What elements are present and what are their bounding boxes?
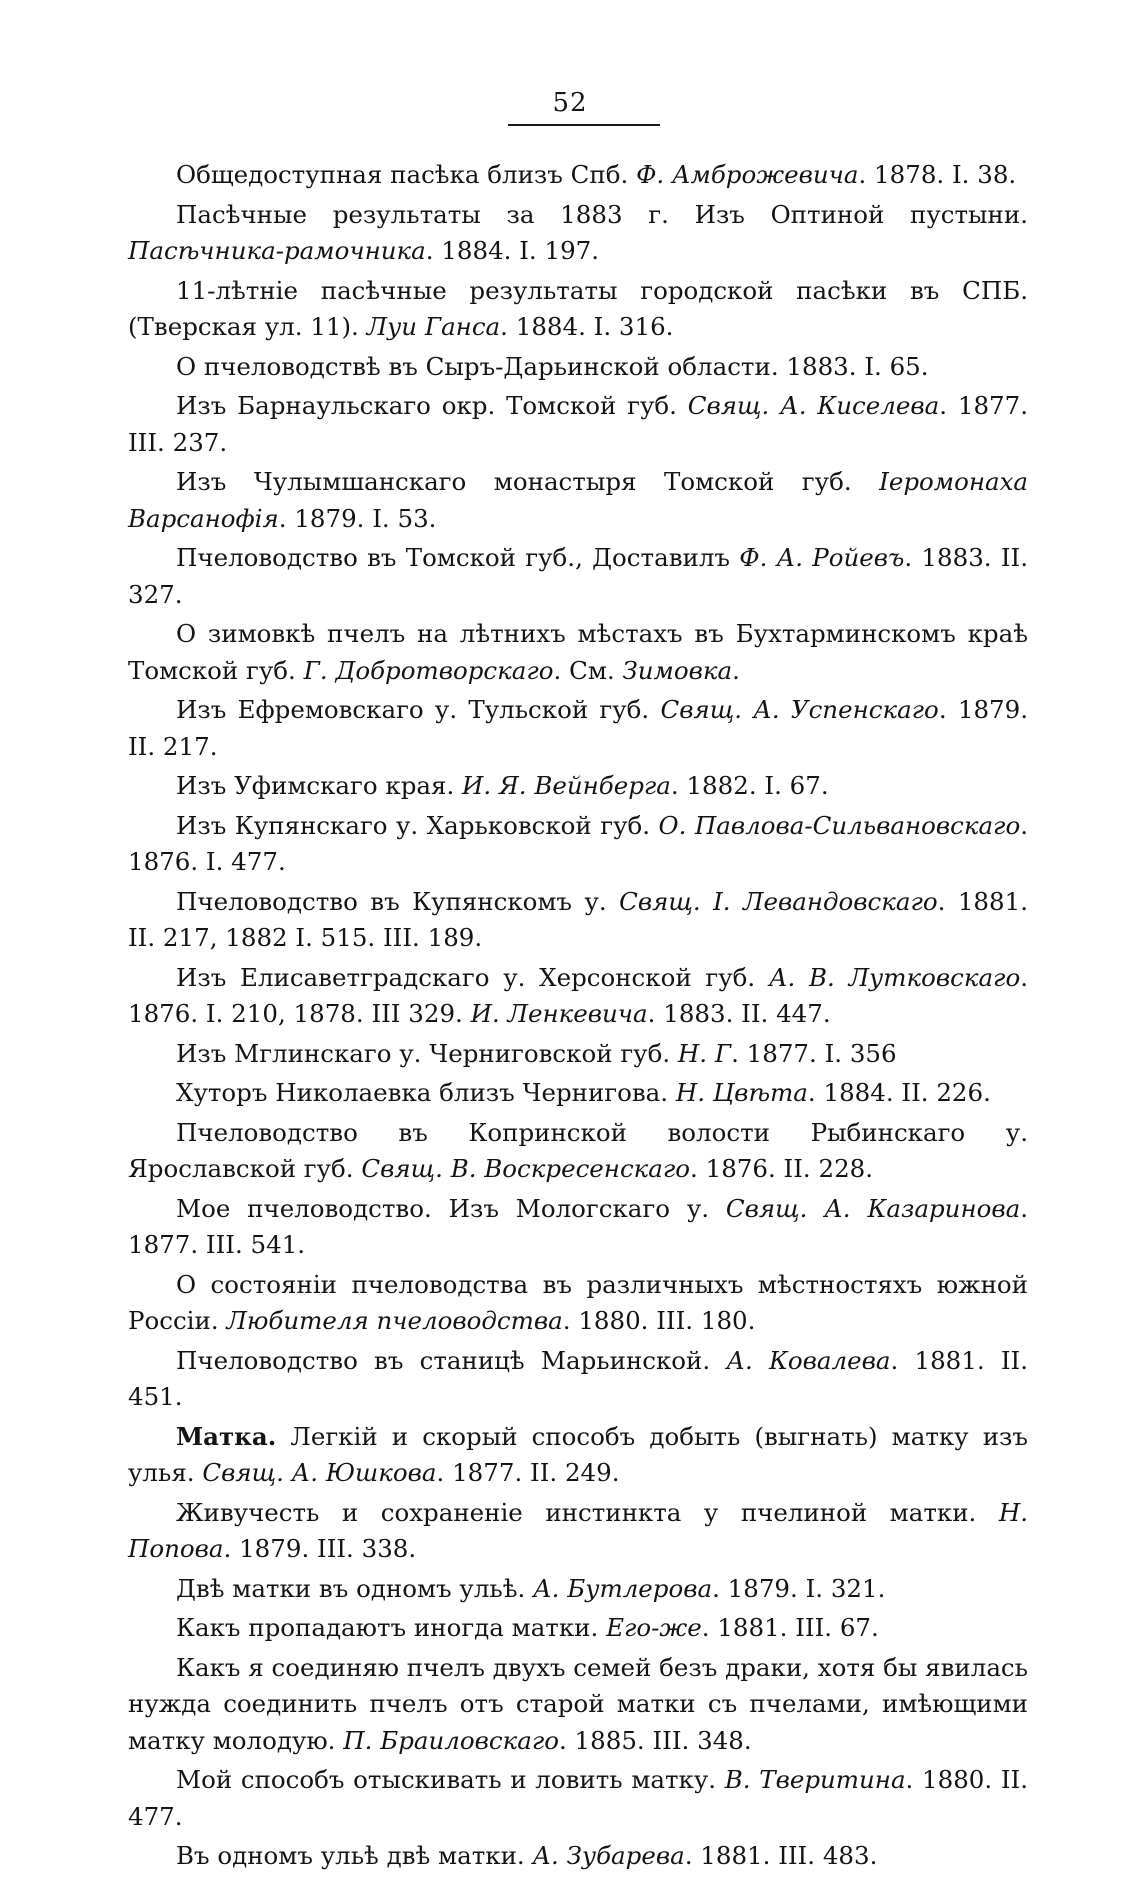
- entry-title: Живучесть и сохраненіе инстинкта у пчелиной матки.: [176, 1497, 999, 1527]
- bibliography-entry: [128, 1495, 1028, 1568]
- entry-reference: . 1878. I. 38.: [858, 160, 1017, 189]
- entry-title: Изъ Барнаульскаго окр. Томской губ.: [176, 391, 688, 420]
- entry-reference: . 1879. I. 321.: [712, 1573, 886, 1603]
- entry-title: Легкій и скорый способъ добыть (выгнать) матку изъ улья.: [128, 1421, 1028, 1487]
- entry-reference: . 1881. III. 67.: [701, 1613, 879, 1642]
- entry-author: Н. Цвѣта: [675, 1078, 808, 1107]
- entry-title: Какъ пропадаютъ иногда матки.: [176, 1613, 607, 1642]
- entry-title: Пасѣчные результаты за 1883 г. Изъ Оптиной пустыни.: [176, 199, 1028, 229]
- entry-reference: . 1881. II. 451.: [128, 1345, 1028, 1411]
- entry-title: Изъ Елисаветградскаго у. Херсонской губ.: [176, 962, 769, 992]
- entry-reference: . 1877. III. 237.: [128, 391, 1028, 457]
- bibliography-entry: [128, 273, 1028, 346]
- entry-author: А. Ковалева: [726, 1345, 891, 1375]
- bibliography-entry: [128, 157, 1028, 194]
- entry-author: А. Бутлерова: [533, 1573, 713, 1603]
- entry-author: Свящ. А. Киселева: [687, 391, 940, 420]
- entry-title: Изъ Чулымшанскаго монастыря Томской губ.: [176, 467, 880, 496]
- entry-author: А. Зубарева: [532, 1841, 685, 1870]
- entry-title: Изъ Купянскаго у. Харьковской губ.: [176, 810, 659, 840]
- bibliography-entry: [128, 540, 1028, 613]
- entry-reference: . 1879. I. 53.: [278, 503, 437, 533]
- bibliography-entry: [128, 1762, 1028, 1835]
- entry-reference: . 1877. II. 249.: [436, 1458, 620, 1487]
- entry-title: Пчеловодство въ Купянскомъ у.: [176, 886, 620, 916]
- entry-author: Любителя пчеловодства: [226, 1306, 563, 1335]
- entry-reference: . 1883. II. 447.: [647, 999, 831, 1028]
- entry-title: О зимовкѣ пчелъ на лѣтнихъ мѣстахъ въ Бухтарминскомъ краѣ Томской губ.: [128, 619, 1028, 685]
- entry-author: Луи Ганса: [366, 312, 501, 341]
- bibliography-entry: [128, 349, 1028, 386]
- entry-reference: . 1881. III. 483.: [684, 1841, 878, 1870]
- entry-title: Изъ Уфимскаго края.: [176, 771, 463, 800]
- entry-tail: .: [732, 655, 740, 685]
- entry-author: О. Павлова-Сильвановскаго: [658, 810, 1021, 840]
- entry-author: Свящ. А. Успенскаго: [660, 695, 939, 724]
- entry-reference: . 1882. I. 67.: [670, 771, 829, 800]
- entry-reference: . 1879. III. 338.: [223, 1534, 417, 1563]
- bibliography-entry: [128, 1267, 1028, 1340]
- entry-author: И. Ленкевича: [470, 999, 648, 1028]
- entry-reference: . См.: [553, 655, 623, 685]
- page-number: 52: [552, 88, 588, 118]
- entry-title: Въ одномъ ульѣ двѣ матки.: [176, 1841, 533, 1870]
- bibliography-entry: [128, 692, 1028, 765]
- entry-author: Ф. А. Ройевъ: [739, 543, 905, 572]
- bibliography-entry: [128, 616, 1028, 689]
- entry-title: Пчеловодство въ Томской губ., Доставилъ: [176, 543, 740, 572]
- bibliography-entry: [128, 1610, 1028, 1647]
- entry-reference: . 1877. III. 541.: [128, 1193, 1028, 1259]
- header-rule: [508, 124, 660, 126]
- entry-reference: . 1880. III. 180.: [562, 1306, 756, 1335]
- entry-reference: . 1884. I. 316.: [500, 312, 674, 341]
- entry-reference: . 1876. I. 477.: [128, 810, 1028, 876]
- bibliography-entry: [128, 768, 1028, 805]
- entry-author: Пасѣчника-рамочника: [128, 236, 426, 265]
- bibliography-entry: [128, 464, 1028, 537]
- bibliography-entry: [128, 960, 1028, 1033]
- entry-title: Хуторъ Николаевка близъ Чернигова.: [176, 1078, 676, 1107]
- entry-reference: . 1885. III. 348.: [558, 1725, 752, 1755]
- bibliography-entry: [128, 1650, 1028, 1760]
- entry-author: Г. Добротворскаго: [303, 655, 554, 685]
- entry-author: Н. Г: [677, 1038, 732, 1068]
- bibliography-entry: [128, 1036, 1028, 1073]
- entry-title: Общедоступная пасѣка близъ Спб.: [176, 160, 637, 189]
- entry-reference: . 1879. II. 217.: [128, 695, 1029, 761]
- bibliography-entry: [128, 808, 1028, 881]
- entry-reference: . 1884. I. 197.: [425, 236, 600, 265]
- entry-author: Іеромонаха Варсанофія: [128, 467, 1028, 533]
- bibliography-entry: [128, 1115, 1028, 1188]
- entry-title: Двѣ матки въ одномъ ульѣ.: [176, 1573, 534, 1603]
- entry-title: Мой способъ отыскивать и ловить матку.: [176, 1765, 725, 1794]
- bibliography-entry: [128, 1343, 1028, 1416]
- entry-title: Какъ я соединяю пчелъ двухъ семей безъ драки, хотя бы явилась нужда соединить пчелъ отъ старой матки съ пчелами, имѣющими матку молодую.: [128, 1652, 1028, 1755]
- bibliography-entry: [128, 1838, 1028, 1875]
- entry-author: А. В. Лутковскаго: [768, 962, 1021, 992]
- entry-title: Пчеловодство въ Копринской волости Рыбинскаго у. Ярославской губ.: [128, 1117, 1028, 1183]
- entry-title: О пчеловодствѣ въ Сыръ-Дарьинской области. 1883. I. 65.: [176, 351, 929, 381]
- entry-reference: . 1883. II. 327.: [128, 543, 1028, 609]
- bibliography-entry: [128, 1191, 1028, 1264]
- entry-reference: . 1884. II. 226.: [807, 1078, 991, 1107]
- section-heading: Матка.: [176, 1421, 277, 1451]
- entry-author: Свящ. А. Юшкова: [202, 1458, 437, 1487]
- entry-reference: . 1877. I. 356: [731, 1038, 897, 1068]
- entry-author: Свящ. В. Воскресенскаго: [361, 1154, 691, 1183]
- bibliography-entry: [128, 197, 1028, 270]
- bibliography-entry: [128, 1571, 1028, 1608]
- entry-title: Изъ Мглинскаго у. Черниговской губ.: [176, 1038, 678, 1068]
- entry-cross-reference: Зимовка: [622, 655, 733, 685]
- entry-title: Пчеловодство въ станицѣ Марьинской.: [176, 1345, 727, 1375]
- entry-title: 11-лѣтніе пасѣчные результаты городской пасѣки въ СПБ. (Тверская ул. 11).: [128, 275, 1028, 341]
- entry-author: Его-же: [606, 1613, 702, 1642]
- entry-author: П. Браиловскаго: [343, 1725, 559, 1755]
- bibliography-list: [128, 157, 1028, 1878]
- entry-reference: . 1876. I. 210, 1878. III 329.: [128, 962, 1028, 1028]
- entry-reference: . 1876. II. 228.: [690, 1154, 874, 1183]
- bibliography-entry: [128, 884, 1028, 957]
- bibliography-entry: [128, 388, 1028, 461]
- entry-title: Мое пчеловодство. Изъ Мологскаго у.: [176, 1193, 726, 1223]
- entry-author: И. Я. Вейнберга: [462, 771, 671, 800]
- bibliography-entry: [128, 1419, 1028, 1492]
- entry-author: Ф. Амброжевича: [636, 160, 859, 189]
- entry-author: В. Тверитина: [724, 1765, 906, 1794]
- bibliography-entry: [128, 1075, 1028, 1112]
- entry-reference: . 1880. II. 477.: [128, 1765, 1028, 1831]
- entry-title: О состояніи пчеловодства въ различныхъ мѣстностяхъ южной Россіи.: [128, 1269, 1028, 1335]
- entry-author: Свящ. А. Казаринова: [725, 1193, 1021, 1223]
- entry-author: Н. Попова: [128, 1497, 1028, 1563]
- entry-reference: . 1881. II. 217, 1882 I. 515. III. 189.: [128, 886, 1028, 952]
- entry-title: Изъ Ефремовскаго у. Тульской губ.: [176, 695, 661, 724]
- entry-author: Свящ. I. Левандовскаго: [619, 886, 938, 916]
